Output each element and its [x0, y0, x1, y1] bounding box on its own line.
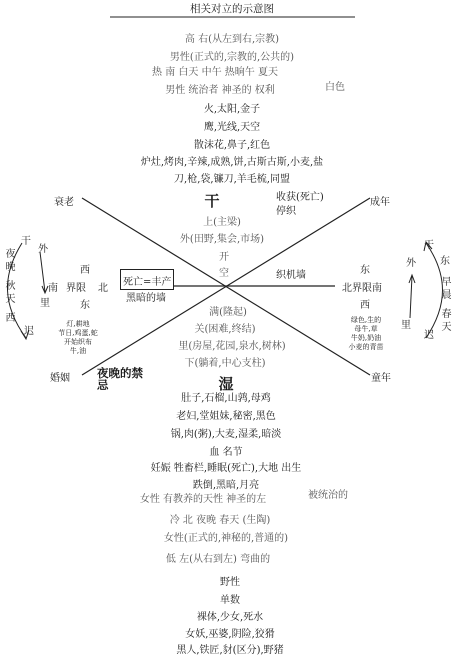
left-north: 北 [98, 283, 108, 294]
lower-line-6: 跌倒,黑暗,月亮 [192, 480, 260, 491]
upper-line-7: 散沫花,鼻子,红色 [193, 140, 271, 151]
upper-mid-1: 上(主梁) [203, 217, 241, 228]
upper-line-6: 鹰,光线,天空 [203, 122, 261, 133]
stop-weaving-label: 停织 [276, 206, 296, 217]
night-taboo-text: 夜晚的禁忌 [97, 366, 143, 392]
right-outer-in: 里 [401, 320, 411, 331]
right-inner-arrow [410, 276, 412, 318]
left-boundary: 界限 [66, 283, 86, 294]
right-outer-east: 东 [440, 256, 450, 267]
diagram-title: 相关对立的示意图 [190, 3, 274, 15]
upper-mid-2: 外(田野,集会,市场) [179, 234, 265, 245]
right-west: 西 [360, 300, 370, 311]
lower-mid-3: 里(房屋,花园,泉水,树林) [178, 341, 286, 352]
lower-line-11: 野性 [220, 577, 240, 588]
lower-line-12: 单数 [220, 595, 240, 606]
upper-line-9: 刀,枪,袋,镰刀,羊毛梳,同盟 [174, 174, 290, 185]
night-taboo-label [97, 367, 157, 391]
left-outer-out: 外 [38, 244, 48, 255]
wet-label: 湿 [218, 375, 234, 393]
adult-label: 成年 [370, 197, 390, 208]
left-note-1: 灯,耕地 [66, 320, 90, 328]
lower-line-8: 冷 北 夜晚 春天 (生陶) [169, 515, 271, 526]
right-outer-dry: 干 [424, 240, 434, 251]
lower-line-4: 血 名节 [209, 447, 243, 458]
right-outer-out: 外 [406, 258, 416, 269]
left-outer-seasons: 夜晚 秋天 西 [3, 248, 14, 326]
old-age-label: 衰老 [54, 197, 74, 208]
left-outer-in: 里 [40, 298, 50, 309]
right-outer-seasons: 早晨 春天 [439, 276, 450, 335]
upper-line-white: 白色 [325, 82, 345, 93]
lower-mid-4: 下(躺着,中心支柱) [184, 358, 266, 369]
upper-line-4: 男性 统治者 神圣的 权利 [165, 85, 275, 96]
left-note-2: 节日,鸡蛋,蛇 [58, 329, 98, 337]
childhood-label: 童年 [371, 373, 391, 384]
upper-line-3: 热 南 白天 中午 热晌午 夏天 [152, 67, 278, 78]
left-outer-dry: 干 [21, 236, 31, 247]
left-outer-late: 迟 [24, 326, 34, 337]
left-west: 西 [80, 265, 90, 276]
upper-line-1: 高 右(从左到右,宗教) [184, 34, 280, 45]
lower-line-7: 女性 有教养的天性 神圣的左 [139, 494, 267, 505]
lower-line-2: 老妇,堂姐妹,秘密,黑色 [176, 411, 276, 422]
right-note-3: 牛奶,奶油 [350, 334, 382, 342]
loom-wall-label: 织机墙 [276, 270, 306, 281]
right-note-4: 小麦的青苗 [348, 343, 384, 351]
right-note-2: 母牛,草 [354, 325, 378, 333]
death-fertility-box [120, 269, 174, 290]
left-south: 南 [48, 283, 58, 294]
lower-line-10: 低 左(从右到左) 弯曲的 [165, 554, 271, 565]
right-outer-late: 迟 [424, 330, 434, 341]
lower-line-9: 女性(正式的,神秘的,普通的) [163, 533, 289, 544]
right-note-1: 绿色,生的 [350, 316, 382, 324]
lower-line-13: 裸体,少女,死水 [196, 612, 264, 623]
lower-line-1: 肚子,石榴,山鹑,母鸡 [181, 393, 271, 404]
death-fertility-label: 死亡=丰产 [123, 277, 172, 288]
upper-line-2: 男性(正式的,宗教的,公共的) [169, 52, 295, 63]
left-note-4: 牛,油 [69, 347, 87, 355]
lower-line-3: 锅,肉(粥),大麦,湿柔,暗淡 [170, 429, 282, 440]
upper-mid-3: 开 [219, 252, 229, 263]
marriage-label: 婚姻 [50, 373, 70, 384]
harvest-label: 收获(死亡) [276, 192, 324, 203]
right-east: 东 [360, 265, 370, 276]
right-north-boundary-south: 北界限南 [342, 283, 382, 294]
dry-label: 干 [204, 192, 220, 210]
upper-line-5: 火,太阳,金子 [203, 104, 261, 115]
lower-mid-2: 关(困难,终结) [194, 324, 256, 335]
left-note-3: 开始织布 [64, 338, 92, 346]
dark-wall-label: 黑暗的墙 [126, 293, 166, 304]
left-east: 东 [80, 300, 90, 311]
lower-mid-1: 满(隆起) [209, 307, 247, 318]
upper-line-8: 炉灶,烤肉,辛辣,成熟,饼,古斯古斯,小麦,盐 [140, 157, 324, 168]
lower-line-15: 黑人,铁匠,豺(区分),野猪 [176, 645, 284, 656]
lower-line-ruled: 被统治的 [308, 490, 348, 501]
lower-line-14: 女妖,巫婆,阴险,狡猾 [185, 629, 275, 640]
upper-mid-4: 空 [219, 268, 229, 279]
lower-line-5: 妊娠 牲畜栏,睡眠(死亡),大地 出生 [150, 463, 302, 474]
